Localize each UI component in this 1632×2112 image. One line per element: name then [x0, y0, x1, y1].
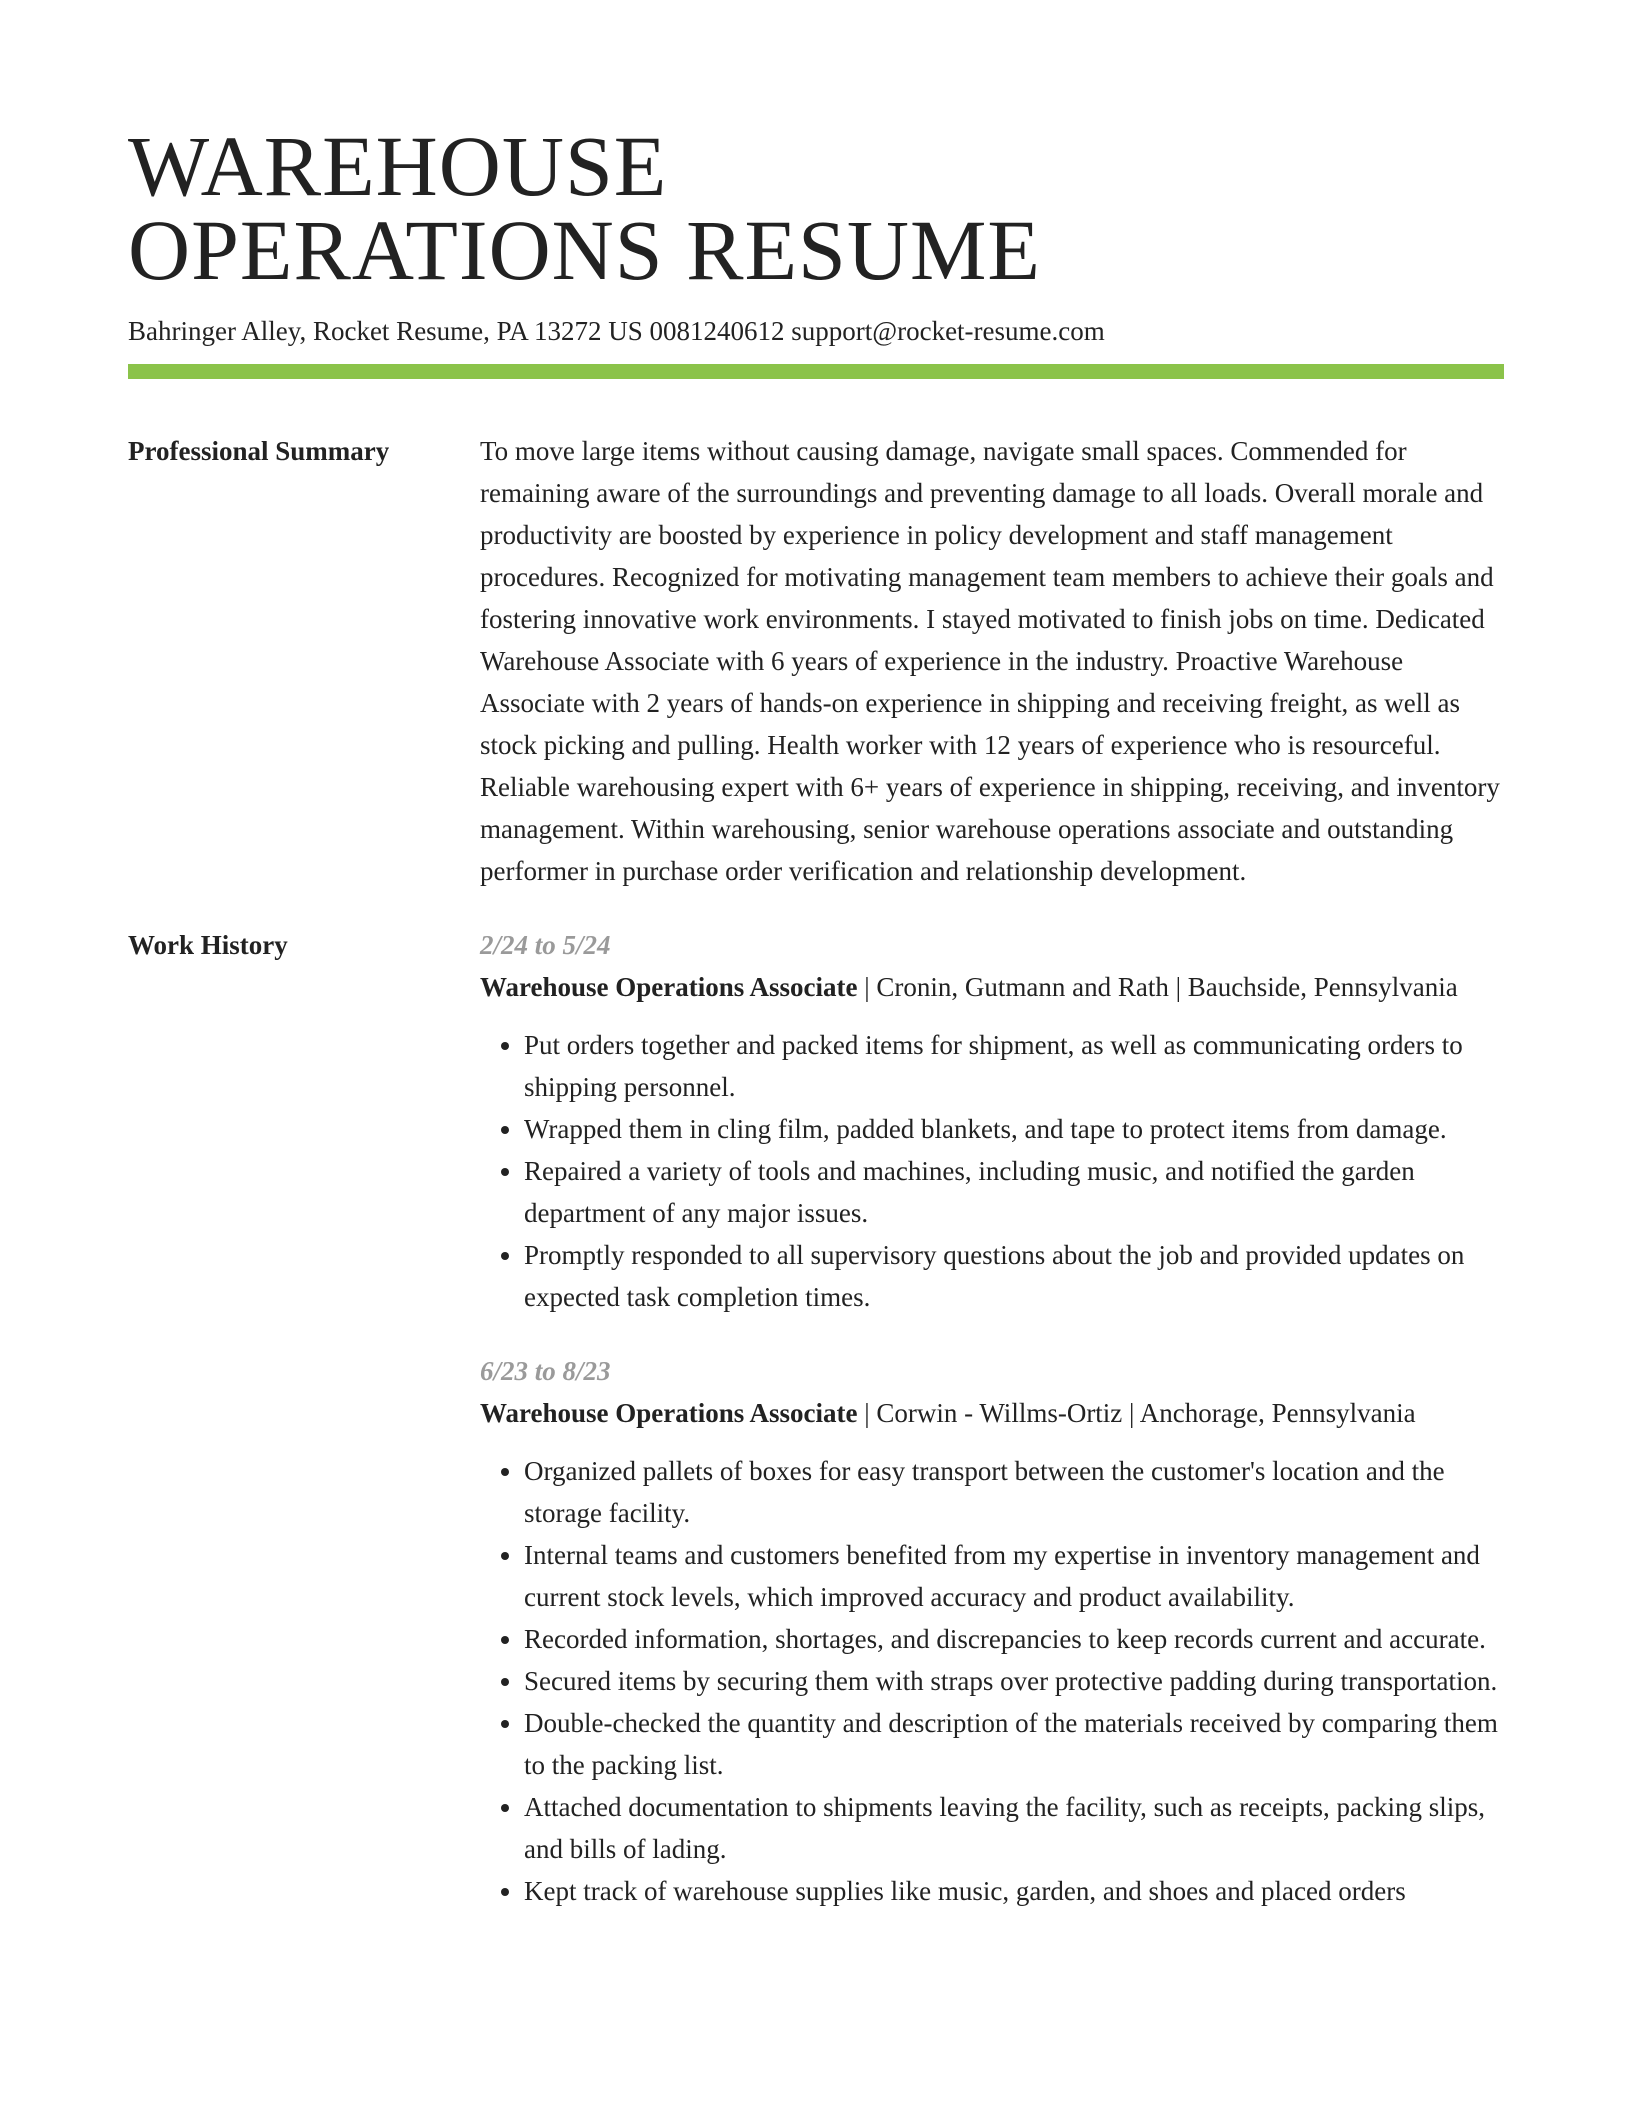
job-bullet: • Organized pallets of boxes for easy transport between the customer's location and the storage facility. — [524, 1450, 1504, 1534]
professional-summary-body — [480, 430, 1504, 892]
job-bullet: • Double-checked the quantity and description of the materials received by comparing them to the packing list. — [524, 1702, 1504, 1786]
job-header — [480, 966, 1504, 1008]
job-entry — [480, 924, 1504, 1318]
professional-summary-section — [128, 430, 1504, 892]
job-bullet: • Internal teams and customers benefited from my expertise in inventory management and current stock levels, which improved accuracy and product availability. — [524, 1534, 1504, 1618]
professional-summary-text: To move large items without causing damage, navigate small spaces. Commended for remaining aware of the surroundings and preventing damage to all loads. Overall morale and productivity are boosted by experience in policy development and staff management procedures. Recognized for motivating management team members to achieve their goals and fostering innovative work environments. I stayed motivated to finish jobs on time. Dedicated Warehouse Associate with 6 years of experience in the industry. Proactive Warehouse Associate with 2 years of hands-on experience in shipping and receiving freight, as well as stock picking and pulling. Health worker with 12 years of experience who is resourceful. Reliable warehousing expert with 6+ years of experience in shipping, receiving, and inventory management. Within warehousing, senior warehouse operations associate and outstanding performer in purchase order verification and relationship development. — [480, 436, 1500, 886]
job-details: | Cronin, Gutmann and Rath | Bauchside, Pennsylvania — [857, 972, 1458, 1002]
job-bullet: • Repaired a variety of tools and machines, including music, and notified the garden department of any major issues. — [524, 1150, 1504, 1234]
work-history-section — [128, 924, 1504, 1944]
resume-title-line-1: WAREHOUSE — [128, 118, 668, 214]
job-dates: 6/23 to 8/23 — [480, 1356, 611, 1386]
job-bullet: • Promptly responded to all supervisory questions about the job and provided updates on expected task completion times. — [524, 1234, 1504, 1318]
job-bullet: • Wrapped them in cling film, padded blankets, and tape to protect items from damage. — [524, 1108, 1504, 1150]
job-header — [480, 1392, 1504, 1434]
job-bullet: • Recorded information, shortages, and discrepancies to keep records current and accurate. — [524, 1618, 1504, 1660]
job-bullet-list — [480, 1024, 1504, 1318]
job-bullet: • Put orders together and packed items for shipment, as well as communicating orders to shipping personnel. — [524, 1024, 1504, 1108]
job-bullet-list — [480, 1450, 1504, 1912]
work-history-heading: Work History — [128, 930, 288, 960]
job-details: | Corwin - Willms-Ortiz | Anchorage, Pennsylvania — [857, 1398, 1416, 1428]
resume-title — [128, 0, 1504, 298]
contact-info: Bahringer Alley, Rocket Resume, PA 13272 US 0081240612 support@rocket-resume.com — [128, 316, 1105, 346]
work-history-body — [480, 924, 1504, 1944]
professional-summary-heading: Professional Summary — [128, 436, 390, 466]
job-bullet: • Attached documentation to shipments leaving the facility, such as receipts, packing slips, and bills of lading. — [524, 1786, 1504, 1870]
job-dates: 2/24 to 5/24 — [480, 930, 611, 960]
resume-title-line-2: OPERATIONS RESUME — [128, 202, 1041, 298]
accent-divider — [128, 364, 1504, 379]
job-bullet: • Secured items by securing them with straps over protective padding during transportation. — [524, 1660, 1504, 1702]
resume-page — [128, 0, 1504, 1944]
job-entry — [480, 1350, 1504, 1912]
job-bullet: • Kept track of warehouse supplies like music, garden, and shoes and placed orders — [524, 1870, 1504, 1912]
job-title: Warehouse Operations Associate — [480, 1398, 858, 1428]
job-title: Warehouse Operations Associate — [480, 972, 858, 1002]
